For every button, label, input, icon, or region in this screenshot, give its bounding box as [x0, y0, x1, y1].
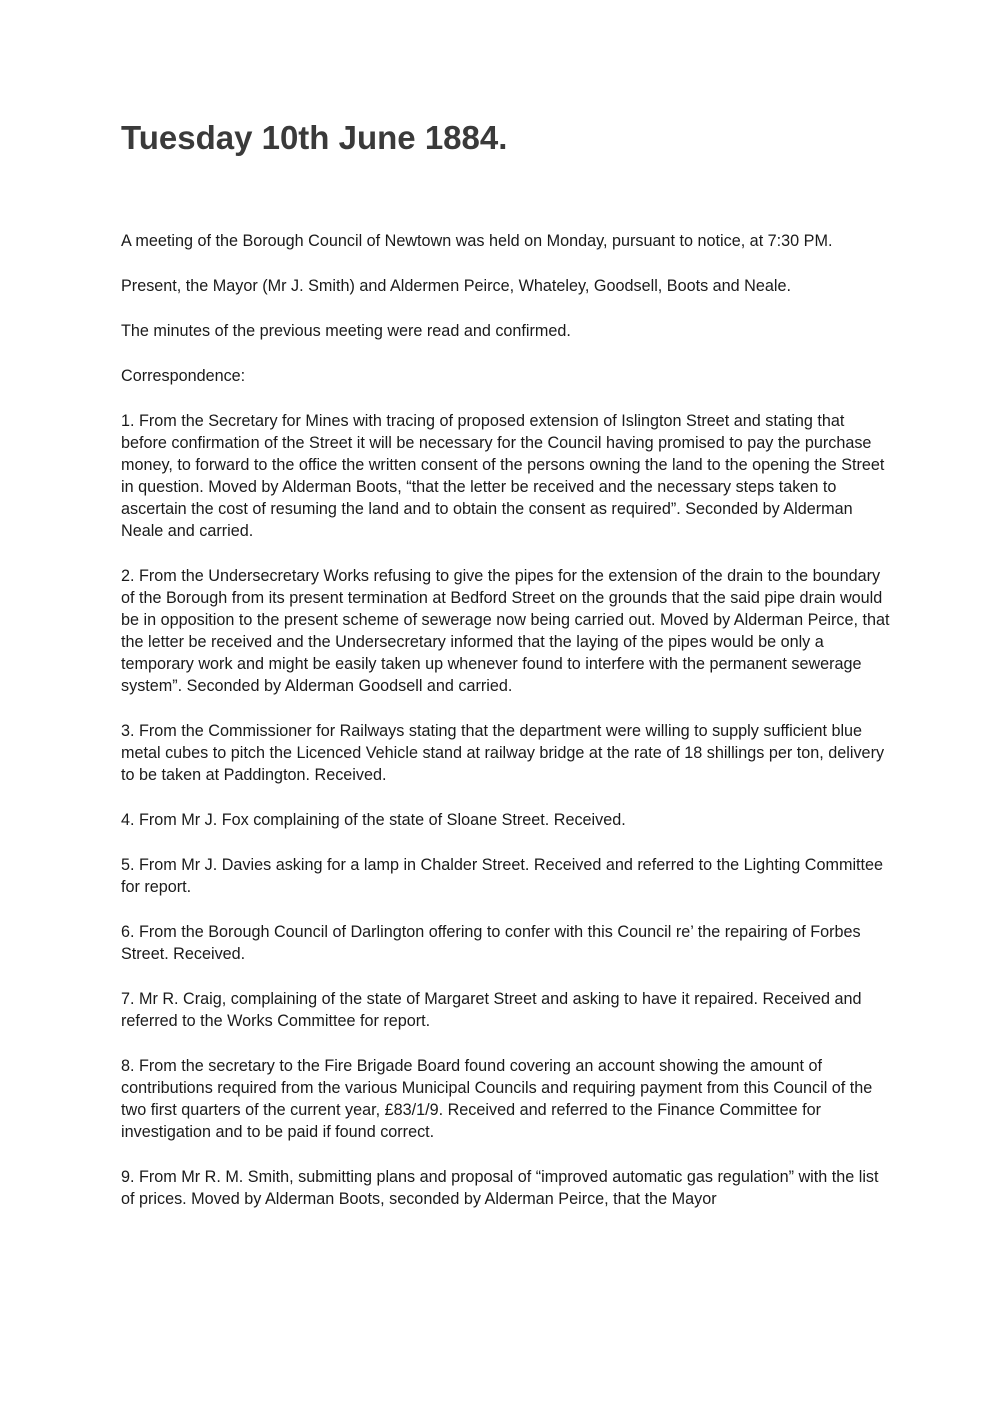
correspondence-item-3: 3. From the Commissioner for Railways stating that the department were willing to supply sufficient blue metal cubes to pitch the Licenced Vehicle stand at railway bridge at the rate of 18 shillings per ton, delivery to be taken at Paddington. Received. — [121, 722, 885, 784]
correspondence-item-5: 5. From Mr J. Davies asking for a lamp in Chalder Street. Received and referred to the Lighting Committee for report. — [121, 856, 884, 896]
correspondence-item-6: 6. From the Borough Council of Darlington offering to confer with this Council re’ the repairing of Forbes Street. Received. — [121, 923, 861, 963]
correspondence-item-8: 8. From the secretary to the Fire Brigade Board found covering an account showing the amount of contributions required from the various Municipal Councils and requiring payment from this Council of the two first quarters of the current year, £83/1/9. Received and referred to the Finance Committee for investigation and to be paid if found correct. — [121, 1057, 873, 1141]
correspondence-item-9: 9. From Mr R. M. Smith, submitting plans and proposal of “improved automatic gas regulation” with the list of prices. Moved by Alderman Boots, seconded by Alderman Peirce, that the Mayor — [121, 1168, 879, 1208]
page-title: Tuesday 10th June 1884. — [121, 119, 508, 156]
intro-paragraph: A meeting of the Borough Council of Newtown was held on Monday, pursuant to notice, at 7:30 PM. — [121, 232, 833, 250]
correspondence-item-7: 7. Mr R. Craig, complaining of the state of Margaret Street and asking to have it repaired. Received and referred to the Works Committee for report. — [121, 990, 862, 1030]
document-body — [121, 230, 891, 1233]
correspondence-item-1: 1. From the Secretary for Mines with tracing of proposed extension of Islington Street and stating that before confirmation of the Street it will be necessary for the Council having promised to pay the purchase money, to forward to the office the written consent of the persons owning the land to the opening the Street in question. Moved by Alderman Boots, “that the letter be received and the necessary steps taken to ascertain the cost of resuming the land and to obtain the consent as required”. Seconded by Alderman Neale and carried. — [121, 412, 885, 540]
correspondence-heading: Correspondence: — [121, 367, 246, 385]
attendance-paragraph: Present, the Mayor (Mr J. Smith) and Aldermen Peirce, Whateley, Goodsell, Boots and Neale. — [121, 277, 791, 295]
correspondence-item-4: 4. From Mr J. Fox complaining of the state of Sloane Street. Received. — [121, 811, 626, 829]
minutes-paragraph: The minutes of the previous meeting were read and confirmed. — [121, 322, 571, 340]
correspondence-item-2: 2. From the Undersecretary Works refusing to give the pipes for the extension of the drain to the boundary of the Borough from its present termination at Bedford Street on the grounds that the said pipe drain would be in opposition to the present scheme of sewerage now being carried out. Moved by Alderman Peirce, that the letter be received and the Undersecretary informed that the laying of the pipes would be only a temporary work and might be easily taken up whenever found to interfere with the permanent sewerage system”. Seconded by Alderman Goodsell and carried. — [121, 567, 890, 695]
